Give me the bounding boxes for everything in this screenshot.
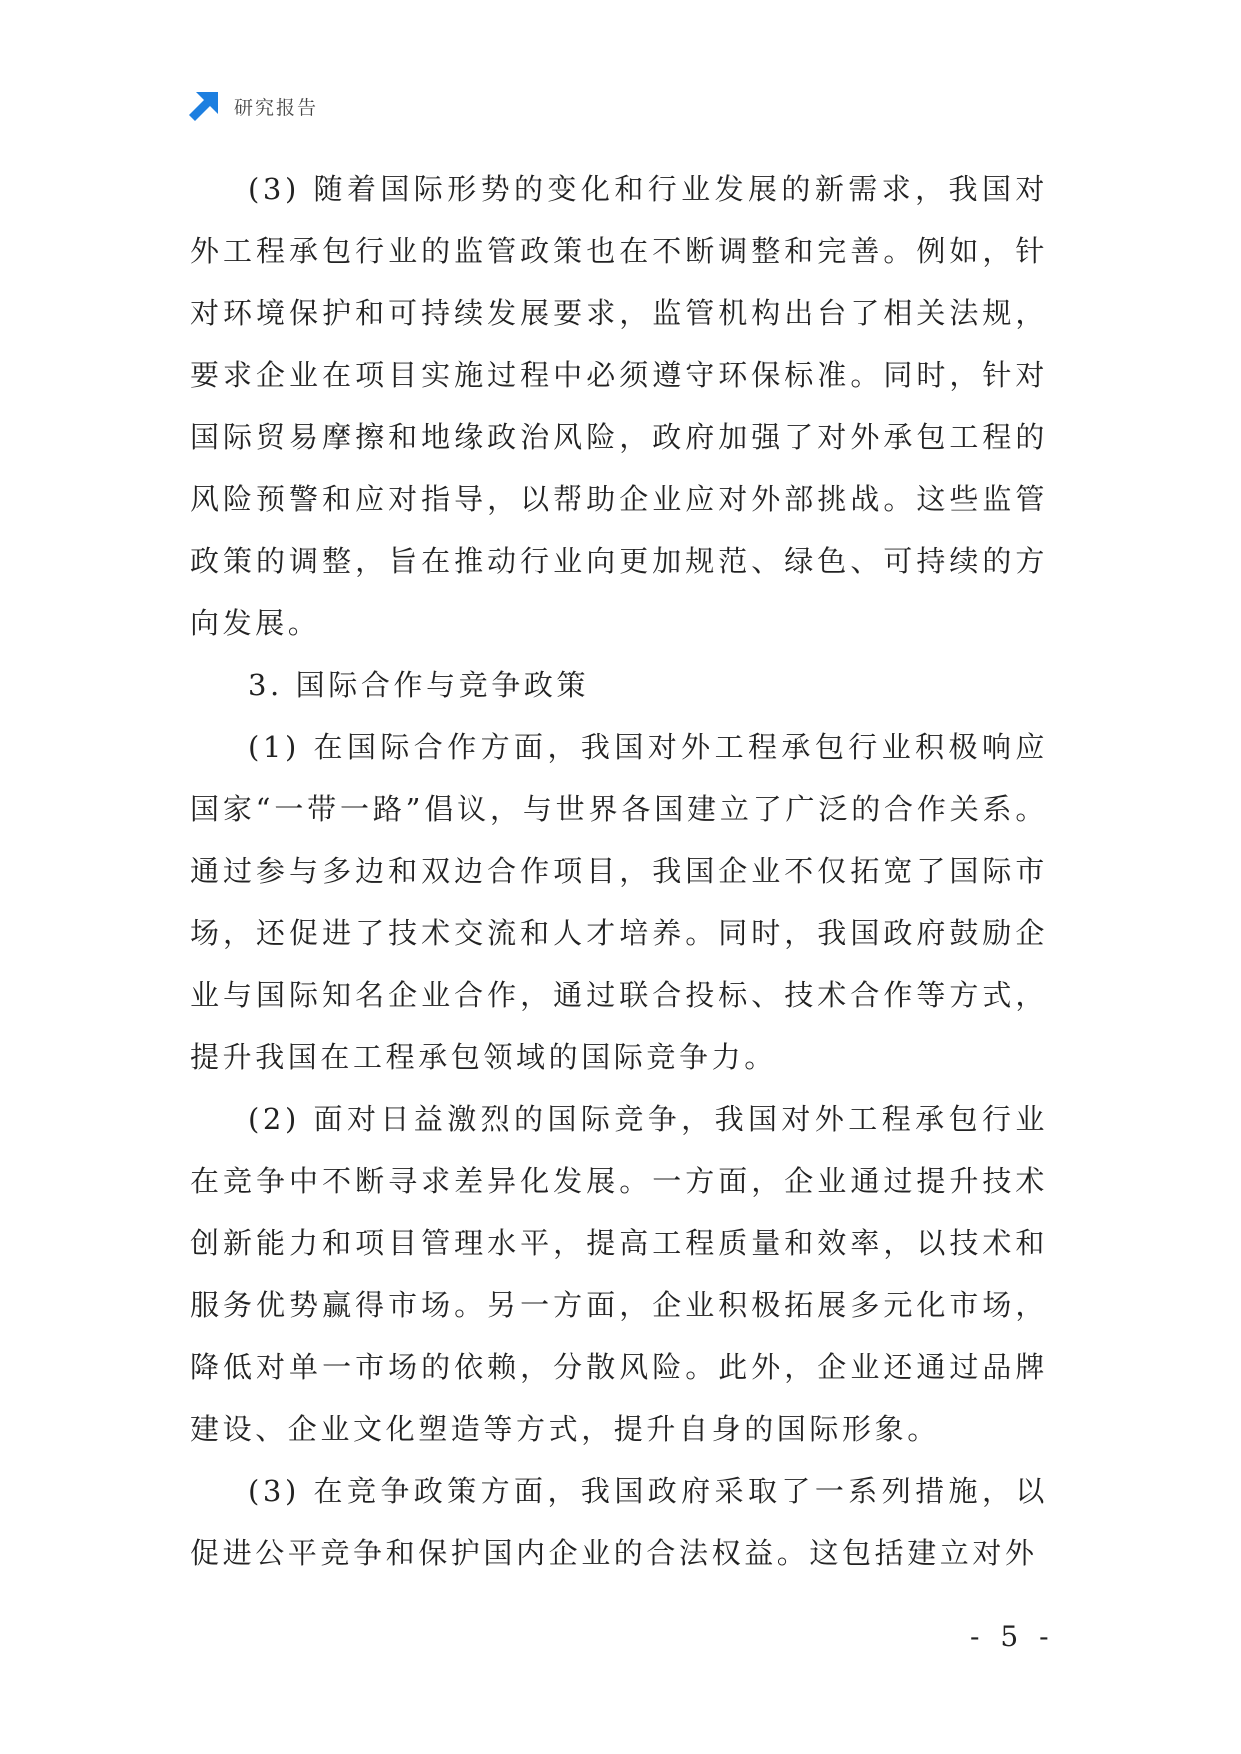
page-number: - 5 -: [970, 1620, 1055, 1653]
paragraph: (3) 随着国际形势的变化和行业发展的新需求，我国对外工程承包行业的监管政策也在不断调整和完善。例如，针对环境保护和可持续发展要求，监管机构出台了相关法规，要求企业在项目实施过程中必须遵守环保标准。同时，针对国际贸易摩擦和地缘政治风险，政府加强了对外承包工程的风险预警和应对指导，以帮助企业应对外部挑战。这些监管政策的调整，旨在推动行业向更加规范、绿色、可持续的方向发展。: [190, 172, 1048, 640]
page-header: [188, 88, 318, 124]
header-title: 研究报告: [234, 96, 319, 119]
document-body: [190, 158, 1048, 1584]
paragraph: (2) 面对日益激烈的国际竞争，我国对外工程承包行业在竞争中不断寻求差异化发展。一方面，企业通过提升技术创新能力和项目管理水平，提高工程质量和效率，以技术和服务优势赢得市场。另一方面，企业积极拓展多元化市场，降低对单一市场的依赖，分散风险。此外，企业还通过品牌建设、企业文化塑造等方式，提升自身的国际形象。: [190, 1102, 1048, 1446]
arrow-up-right-icon: [188, 90, 220, 122]
paragraph: (3) 在竞争政策方面，我国政府采取了一系列措施，以促进公平竞争和保护国内企业的合法权益。这包括建立对外: [190, 1474, 1048, 1570]
section-heading: 3. 国际合作与竞争政策: [248, 668, 590, 702]
paragraph: (1) 在国际合作方面，我国对外工程承包行业积极响应国家“一带一路”倡议，与世界各国建立了广泛的合作关系。通过参与多边和双边合作项目，我国企业不仅拓宽了国际市场，还促进了技术交流和人才培养。同时，我国政府鼓励企业与国际知名企业合作，通过联合投标、技术合作等方式，提升我国在工程承包领域的国际竞争力。: [190, 730, 1048, 1074]
